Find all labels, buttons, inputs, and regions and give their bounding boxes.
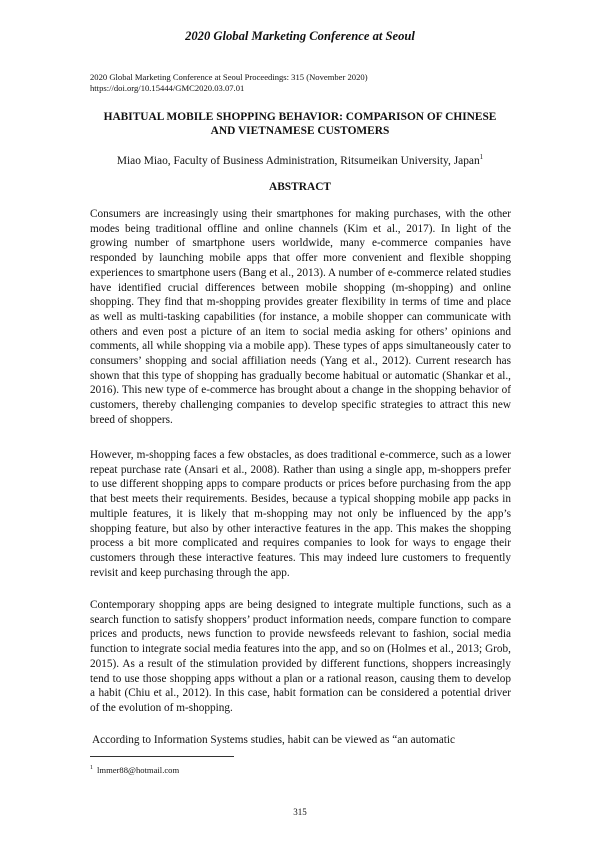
paper-title <box>86 110 514 138</box>
doi-link[interactable]: https://doi.org/10.15444/GMC2020.03.07.01 <box>90 83 245 93</box>
proceedings-info <box>90 72 368 94</box>
abstract-paragraph-1: Consumers are increasingly using their smartphones for making purchases, with the other modes being traditional offline and online channels (Kim et al., 2017). In light of the growing number of smartphone users worldwide, many e-commerce companies have responded by launching mobile apps that offer more convenient and flexible shopping experiences to smartphone users (Bang et al., 2013). A number of e-commerce related studies have identified crucial differences between mobile shopping (m-shopping) and online shopping. They find that m-shopping provides greater flexibility in terms of time and place as well as multi-tasking capabilities (for instance, a mobile shopper can communicate with others and even post a picture of an item to social media asking for others’ opinions and comments, all while shopping via a mobile app). These types of apps simultaneously cater to consumers’ shopping and social affiliation needs (Yang et al., 2012). Current research has shown that this type of shopping has gradually become habitual or automatic (Shankar et al., 2016). This new type of e-commerce has brought about a change in the shopping behavior of customers, thereby challenging companies to develop specific strategies to attract this new breed of shoppers. <box>90 208 511 426</box>
abstract-paragraph-2: However, m-shopping faces a few obstacles, as does traditional e-commerce, such as a lower repeat purchase rate (Ansari et al., 2008). Rather than using a single app, m-shoppers prefer to use different shopping apps to compare products or prices before purchasing from the app that best meets their requirements. Besides, because a typical shopping mobile app packs in multiple features, it is likely that m-shopping may not only be influenced by the app’s shopping feature, but also by other interactive features in the app. This makes the shopping process a bit more complicated and requires companies to look for ways to engage their customers through these interactive features. This may indeed lure customers to frequently revisit and keep purchasing through the app. <box>90 449 511 579</box>
abstract-paragraph-4: According to Information Systems studies, habit can be viewed as “an automatic <box>92 734 456 746</box>
author-affiliation: Miao Miao, Faculty of Business Administration, Ritsumeikan University, Japan <box>116 154 480 167</box>
abstract-paragraph-3: Contemporary shopping apps are being designed to integrate multiple functions, such as a search function to satisfy shoppers’ product information needs, compare function to compare prices and products, news function to provide newsfeeds relevant to fashion, social media function to integrate social media features into the app, and so on (Holmes et al., 2013; Grob, 2015). As a result of the stimulation provided by different functions, shoppers increasingly tend to use those shopping apps without a plan or a rational reason, causing them to develop a habit (Chiu et al., 2012). In this case, habit formation can be considered a potential driver of the evolution of m-shopping. <box>90 599 511 714</box>
running-header: 2020 Global Marketing Conference at Seoul <box>185 29 415 43</box>
author-line <box>0 153 600 167</box>
proceedings-citation: 2020 Global Marketing Conference at Seoul Proceedings: 315 (November 2020) <box>90 72 368 82</box>
footnote-email[interactable]: lmmer88@hotmail.com <box>97 765 180 775</box>
paper-title-line-2: AND VIETNAMESE CUSTOMERS <box>210 125 390 137</box>
footnote-reference: 1 <box>479 153 484 161</box>
footnote <box>90 765 179 775</box>
page-number: 315 <box>293 807 307 817</box>
footnote-mark: 1 <box>90 765 93 772</box>
paper-title-line-1: HABITUAL MOBILE SHOPPING BEHAVIOR: COMPARISON OF CHINESE <box>103 111 497 123</box>
abstract-heading: ABSTRACT <box>268 181 332 193</box>
footnote-divider <box>90 756 234 757</box>
